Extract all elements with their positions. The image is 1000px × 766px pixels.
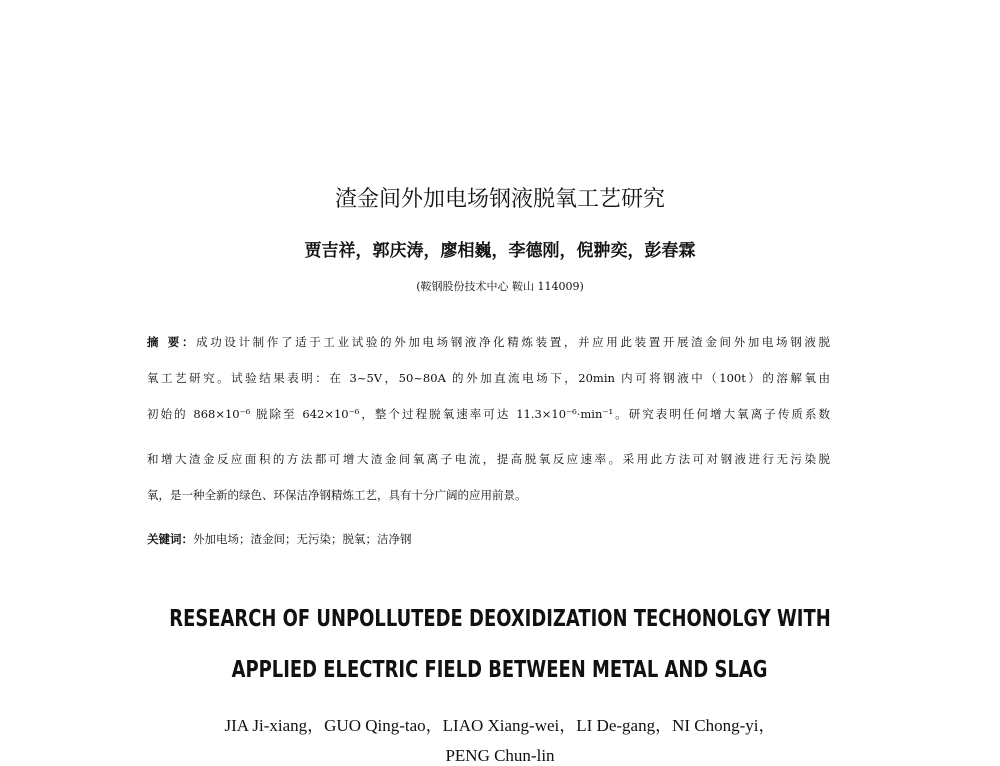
abstract-line: 摘 要：成功设计制作了适于工业试验的外加电场钢液净化精炼装置，并应用此装置开展渣金间外加电场钢液脱	[147, 335, 830, 349]
keywords	[147, 531, 412, 547]
paper-title-en-line1: RESEARCH OF UNPOLLUTEDE DEOXIDIZATION TECHONOLGY WITH	[169, 606, 831, 632]
paper-title-en-line2: APPLIED ELECTRIC FIELD BETWEEN METAL AND SLAG	[232, 657, 768, 683]
authors-en-line1: JIA Ji-xiang，GUO Qing-tao，LIAO Xiang-wei，LI De-gang，NI Chong-yi，	[224, 716, 776, 735]
paper-title-en-line1-wrap	[0, 606, 1000, 632]
abstract-line: 氧工艺研究。试验结果表明：在 3~5V，50~80A 的外加直流电场下，20min 内可将钢液中（100t）的溶解氧由	[147, 371, 830, 385]
authors-cn: 贾吉祥，郭庆涛，廖相巍，李德刚，倪翀奕，彭春霖	[304, 241, 696, 261]
keywords-label: 关键词：	[147, 532, 193, 546]
authors-en-line2: PENG Chun-lin	[445, 746, 555, 765]
paper-title-cn: 渣金间外加电场钢液脱氧工艺研究	[334, 187, 665, 212]
abstract-line: 初始的 868×10⁻⁶ 脱除至 642×10⁻⁶，整个过程脱氧速率可达 11.3×10⁻⁶·min⁻¹。研究表明任何增大氧离子传质系数	[147, 407, 830, 421]
keywords-text: 外加电场；渣金间；无污染；脱氧；洁净钢	[193, 532, 412, 546]
affiliation: (鞍钢股份技术中心 鞍山 114009)	[416, 280, 584, 293]
paper-title-en-line2-wrap	[0, 657, 1000, 683]
abstract-label: 摘 要：	[147, 335, 197, 349]
abstract-line: 氧，是一种全新的绿色、环保洁净钢精炼工艺，具有十分广阔的应用前景。	[147, 488, 527, 502]
abstract-line: 和增大渣金反应面积的方法都可增大渣金间氧离子电流，提高脱氧反应速率。采用此方法可对钢液进行无污染脱	[147, 452, 830, 466]
